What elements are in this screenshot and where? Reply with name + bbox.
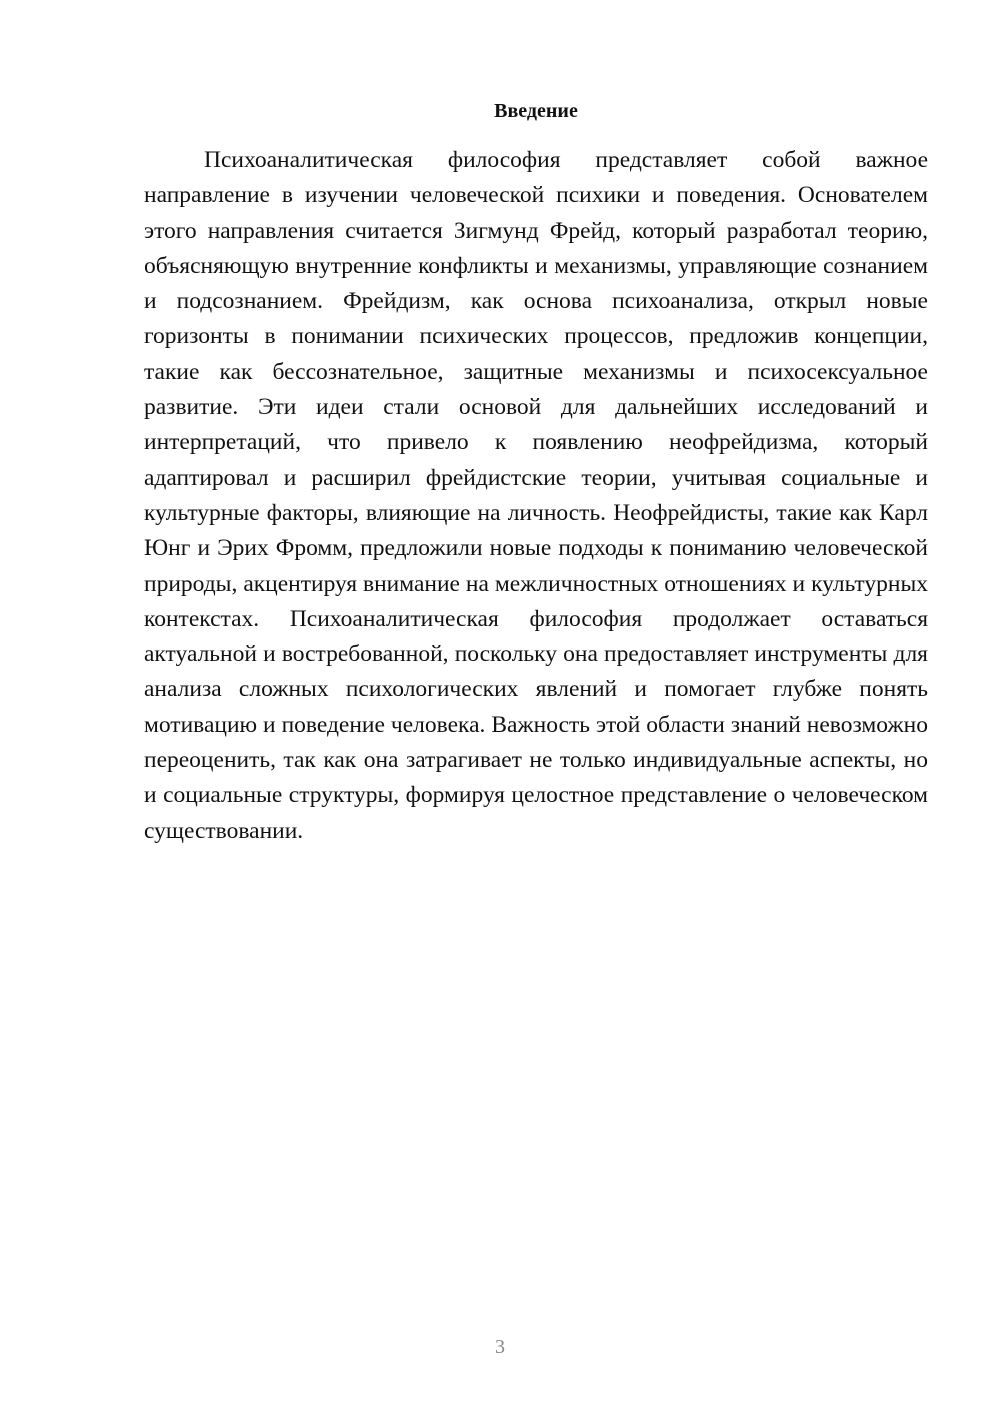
body-paragraph: Психоаналитическая философия представляет собой важное направление в изучении человеческой психики и поведения. Основателем этого направления считается Зигмунд Фрейд, который разработал теорию, объясняющую внутренние конфликты и механизмы, управляющие сознанием и подсознанием. Фрейдизм, как основа психоанализа, открыл новые горизонты в понимании психических процессов, предложив концепции, такие как бессознательное, защитные механизмы и психосексуальное развитие. Эти идеи стали основой для дальнейших исследований и интерпретаций, что привело к появлению неофрейдизма, который адаптировал и расширил фрейдистские теории, учитывая социальные и культурные факторы, влияющие на личность. Неофрейдисты, такие как Карл Юнг и Эрих Фромм, предложили новые подходы к пониманию человеческой природы, акцентируя внимание на межличностных отношениях и культурных контекстах. Психоаналитическая философия продолжает оставаться актуальной и востребованной, поскольку она предоставляет инструменты для анализа сложных психологических явлений и помогает глубже понять мотивацию и поведение человека. Важность этой области знаний невозможно переоценить, так как она затрагивает не только индивидуальные аспекты, но и социальные структуры, формируя целостное представление о человеческом существовании. (144, 147, 928, 844)
page-number: 3 (495, 1336, 505, 1358)
section-heading: Введение (494, 100, 578, 122)
